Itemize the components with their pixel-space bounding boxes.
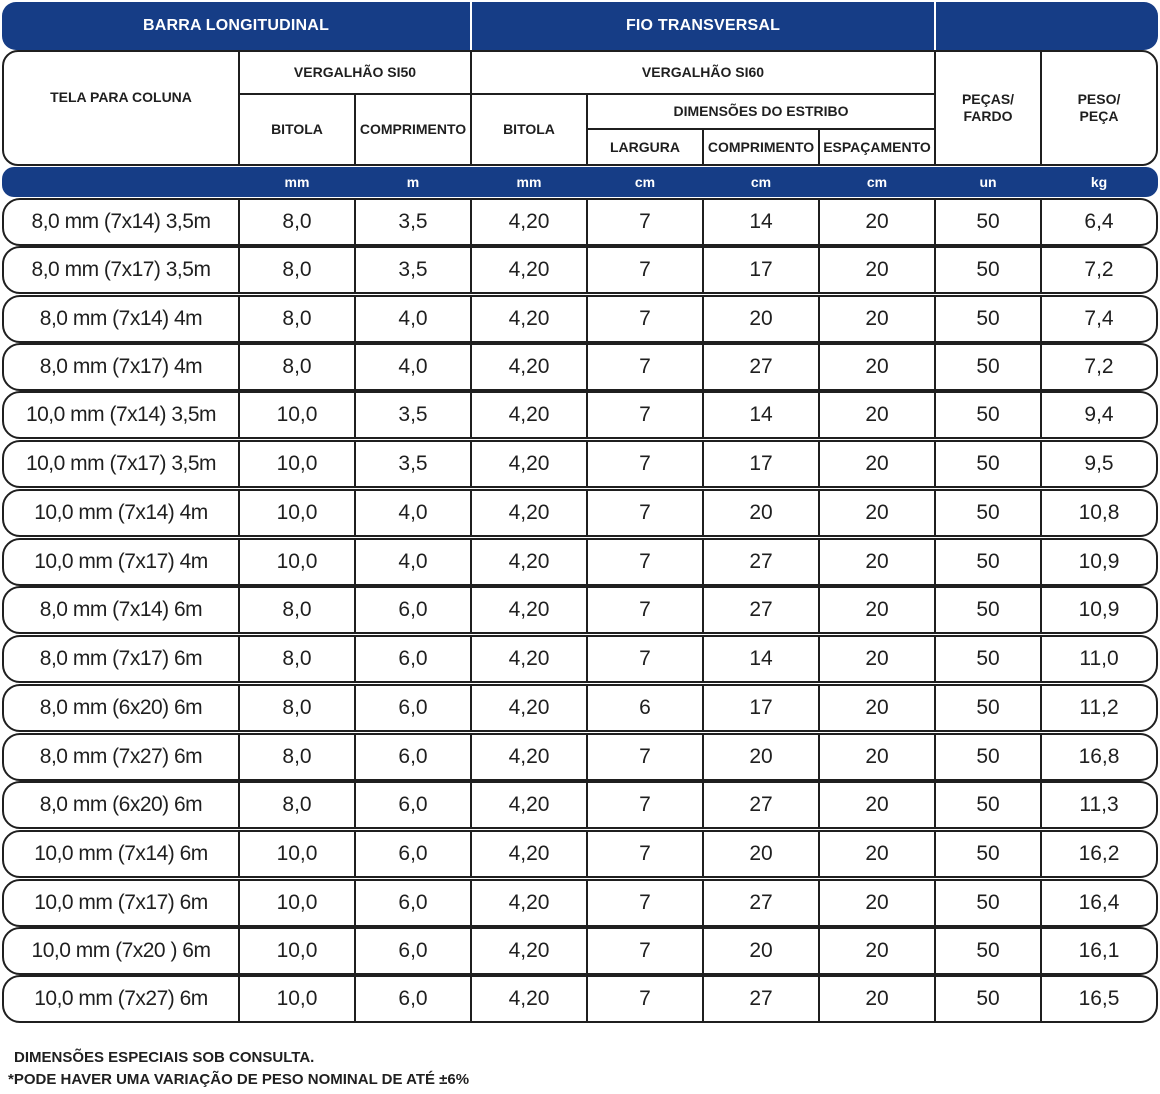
cell-pecas-fardo: 50: [976, 258, 1000, 281]
cell-comprimento-estribo: 17: [749, 696, 773, 719]
cell-bitola-si60: 4,20: [508, 452, 550, 475]
cell-peso-peca: 16,8: [1078, 745, 1120, 768]
cell-espacamento: 20: [865, 745, 889, 768]
cell-espacamento: 20: [865, 355, 889, 378]
cell-bitola-si50: 8,0: [282, 355, 312, 378]
cell-bitola-si60: 4,20: [508, 550, 550, 573]
cell-comprimento-si50: 6,0: [398, 745, 428, 768]
cell-comprimento-estribo: 14: [749, 403, 773, 426]
cell-largura: 7: [639, 355, 651, 378]
cell-comprimento-si50: 3,5: [398, 210, 428, 233]
cell-comprimento-si50: 6,0: [398, 987, 428, 1010]
cell-comprimento-si50: 6,0: [398, 939, 428, 962]
cell-tela: 10,0 mm (7x14) 6m: [34, 842, 208, 865]
cell-peso-peca: 10,9: [1078, 550, 1120, 573]
cell-largura: 6: [639, 696, 651, 719]
cell-bitola-si60: 4,20: [508, 258, 550, 281]
unit-bitola-si50: mm: [284, 174, 310, 190]
cell-tela: 8,0 mm (7x27) 6m: [39, 745, 203, 768]
cell-bitola-si60: 4,20: [508, 793, 550, 816]
cell-pecas-fardo: 50: [976, 452, 1000, 475]
cell-pecas-fardo: 50: [976, 210, 1000, 233]
cell-bitola-si50: 8,0: [282, 307, 312, 330]
unit-largura: cm: [634, 174, 656, 190]
cell-bitola-si50: 8,0: [282, 745, 312, 768]
cell-peso-peca: 11,3: [1079, 793, 1119, 816]
cell-espacamento: 20: [865, 987, 889, 1010]
cell-tela: 10,0 mm (7x14) 3,5m: [25, 403, 217, 426]
cell-bitola-si60: 4,20: [508, 842, 550, 865]
cell-comprimento-estribo: 27: [749, 355, 773, 378]
cell-bitola-si60: 4,20: [508, 647, 550, 670]
cell-bitola-si50: 10,0: [276, 501, 318, 524]
header-largura: LARGURA: [610, 138, 680, 155]
cell-pecas-fardo: 50: [976, 987, 1000, 1010]
cell-espacamento: 20: [865, 307, 889, 330]
cell-comprimento-estribo: 14: [749, 647, 773, 670]
cell-peso-peca: 7,4: [1084, 307, 1114, 330]
group-title-fio-transversal: FIO TRANSVERSAL: [625, 17, 781, 34]
cell-espacamento: 20: [865, 647, 889, 670]
cell-bitola-si60: 4,20: [508, 403, 550, 426]
cell-largura: 7: [639, 647, 651, 670]
cell-pecas-fardo: 50: [976, 939, 1000, 962]
cell-espacamento: 20: [865, 501, 889, 524]
cell-espacamento: 20: [865, 550, 889, 573]
header-espacamento: ESPAÇAMENTO: [823, 138, 931, 155]
header-pecas-fardo-line1: PEÇAS/: [961, 91, 1015, 107]
cell-bitola-si60: 4,20: [508, 939, 550, 962]
cell-comprimento-estribo: 17: [749, 258, 773, 281]
header-tela-para-coluna: TELA PARA COLUNA: [50, 88, 192, 105]
cell-bitola-si50: 8,0: [282, 696, 312, 719]
cell-largura: 7: [639, 501, 651, 524]
header-bitola-si50: BITOLA: [271, 121, 323, 137]
cell-largura: 7: [639, 987, 651, 1010]
cell-largura: 7: [639, 891, 651, 914]
unit-peso-peca: kg: [1090, 174, 1108, 190]
cell-espacamento: 20: [865, 598, 889, 621]
cell-espacamento: 20: [865, 842, 889, 865]
cell-peso-peca: 7,2: [1084, 258, 1114, 281]
cell-pecas-fardo: 50: [976, 550, 1000, 573]
cell-comprimento-estribo: 14: [749, 210, 773, 233]
cell-bitola-si60: 4,20: [508, 501, 550, 524]
cell-bitola-si60: 4,20: [508, 891, 550, 914]
header-comprimento-si50: COMPRIMENTO: [359, 121, 467, 137]
cell-comprimento-estribo: 27: [749, 598, 773, 621]
cell-largura: 7: [639, 745, 651, 768]
cell-tela: 10,0 mm (7x17) 4m: [34, 550, 208, 573]
cell-bitola-si50: 8,0: [282, 793, 312, 816]
cell-peso-peca: 11,2: [1079, 696, 1119, 719]
cell-tela: 10,0 mm (7x17) 6m: [34, 891, 208, 914]
cell-largura: 7: [639, 307, 651, 330]
cell-comprimento-estribo: 20: [749, 745, 773, 768]
cell-tela: 8,0 mm (7x17) 4m: [39, 355, 203, 378]
cell-peso-peca: 6,4: [1084, 210, 1114, 233]
cell-pecas-fardo: 50: [976, 793, 1000, 816]
cell-bitola-si50: 8,0: [282, 210, 312, 233]
cell-peso-peca: 7,2: [1084, 355, 1114, 378]
cell-comprimento-si50: 4,0: [398, 501, 428, 524]
cell-peso-peca: 16,5: [1078, 987, 1120, 1010]
cell-comprimento-estribo: 20: [749, 842, 773, 865]
cell-comprimento-estribo: 20: [749, 939, 773, 962]
cell-bitola-si60: 4,20: [508, 355, 550, 378]
cell-peso-peca: 9,5: [1084, 452, 1114, 475]
group-title-barra-longitudinal: BARRA LONGITUDINAL: [142, 17, 330, 34]
cell-bitola-si60: 4,20: [508, 307, 550, 330]
cell-bitola-si60: 4,20: [508, 210, 550, 233]
cell-pecas-fardo: 50: [976, 647, 1000, 670]
unit-pecas-fardo: un: [979, 174, 997, 190]
cell-bitola-si50: 10,0: [276, 452, 318, 475]
footer-note-1: DIMENSÕES ESPECIAIS SOB CONSULTA.: [14, 1049, 315, 1066]
cell-bitola-si50: 8,0: [282, 598, 312, 621]
cell-largura: 7: [639, 403, 651, 426]
unit-bitola-si60: mm: [516, 174, 542, 190]
cell-pecas-fardo: 50: [976, 403, 1000, 426]
cell-peso-peca: 10,8: [1078, 501, 1120, 524]
cell-largura: 7: [639, 842, 651, 865]
cell-tela: 8,0 mm (6x20) 6m: [39, 696, 203, 719]
cell-peso-peca: 10,9: [1078, 598, 1120, 621]
cell-pecas-fardo: 50: [976, 355, 1000, 378]
cell-comprimento-estribo: 27: [749, 550, 773, 573]
cell-peso-peca: 9,4: [1084, 403, 1114, 426]
cell-largura: 7: [639, 598, 651, 621]
cell-espacamento: 20: [865, 452, 889, 475]
header-peso-peca-line1: PESO/: [1077, 91, 1121, 107]
cell-comprimento-si50: 3,5: [398, 258, 428, 281]
header-peso-peca-line2: PEÇA: [1079, 108, 1119, 124]
cell-tela: 8,0 mm (7x14) 4m: [39, 307, 203, 330]
unit-comprimento-estribo: cm: [750, 174, 772, 190]
cell-comprimento-estribo: 20: [749, 307, 773, 330]
cell-comprimento-estribo: 20: [749, 501, 773, 524]
cell-tela: 10,0 mm (7x20 ) 6m: [31, 939, 211, 962]
cell-comprimento-si50: 4,0: [398, 307, 428, 330]
cell-tela: 8,0 mm (6x20) 6m: [39, 793, 203, 816]
cell-tela: 8,0 mm (7x14) 6m: [39, 598, 203, 621]
header-vergalhao-si50: VERGALHÃO SI50: [293, 64, 417, 80]
cell-bitola-si60: 4,20: [508, 696, 550, 719]
cell-tela: 8,0 mm (7x14) 3,5m: [31, 210, 211, 233]
cell-comprimento-si50: 6,0: [398, 696, 428, 719]
header-pecas-fardo: [936, 52, 1040, 164]
cell-bitola-si50: 10,0: [276, 842, 318, 865]
cell-largura: 7: [639, 258, 651, 281]
cell-largura: 7: [639, 550, 651, 573]
cell-pecas-fardo: 50: [976, 598, 1000, 621]
cell-pecas-fardo: 50: [976, 696, 1000, 719]
cell-tela: 8,0 mm (7x17) 3,5m: [31, 258, 211, 281]
cell-espacamento: 20: [865, 210, 889, 233]
cell-peso-peca: 16,4: [1078, 891, 1120, 914]
header-comprimento-estribo: COMPRIMENTO: [707, 138, 815, 155]
cell-espacamento: 20: [865, 891, 889, 914]
divider: [934, 2, 936, 50]
cell-bitola-si60: 4,20: [508, 745, 550, 768]
cell-pecas-fardo: 50: [976, 307, 1000, 330]
cell-bitola-si60: 4,20: [508, 598, 550, 621]
cell-peso-peca: 11,0: [1079, 647, 1119, 670]
cell-comprimento-si50: 6,0: [398, 842, 428, 865]
cell-tela: 8,0 mm (7x17) 6m: [39, 647, 203, 670]
cell-comprimento-estribo: 27: [749, 793, 773, 816]
header-peso-peca: [1042, 52, 1156, 164]
cell-peso-peca: 16,2: [1078, 842, 1120, 865]
cell-largura: 7: [639, 210, 651, 233]
cell-bitola-si60: 4,20: [508, 987, 550, 1010]
header-bitola-si60: BITOLA: [503, 121, 555, 137]
cell-bitola-si50: 10,0: [276, 550, 318, 573]
cell-largura: 7: [639, 452, 651, 475]
cell-tela: 10,0 mm (7x27) 6m: [34, 987, 208, 1010]
cell-pecas-fardo: 50: [976, 745, 1000, 768]
header-dimensoes-estribo: DIMENSÕES DO ESTRIBO: [673, 103, 849, 119]
cell-comprimento-si50: 3,5: [398, 403, 428, 426]
header-vergalhao-si60: VERGALHÃO SI60: [641, 64, 765, 80]
cell-bitola-si50: 10,0: [276, 891, 318, 914]
header-pecas-fardo-line2: FARDO: [963, 108, 1013, 124]
cell-comprimento-si50: 4,0: [398, 355, 428, 378]
cell-comprimento-si50: 6,0: [398, 647, 428, 670]
cell-comprimento-si50: 4,0: [398, 550, 428, 573]
cell-espacamento: 20: [865, 258, 889, 281]
cell-bitola-si50: 10,0: [276, 403, 318, 426]
cell-comprimento-si50: 6,0: [398, 891, 428, 914]
cell-comprimento-estribo: 27: [749, 891, 773, 914]
cell-espacamento: 20: [865, 403, 889, 426]
cell-bitola-si50: 8,0: [282, 647, 312, 670]
cell-comprimento-estribo: 27: [749, 987, 773, 1010]
cell-bitola-si50: 8,0: [282, 258, 312, 281]
cell-pecas-fardo: 50: [976, 842, 1000, 865]
cell-bitola-si50: 10,0: [276, 987, 318, 1010]
footer-note-2: *PODE HAVER UMA VARIAÇÃO DE PESO NOMINAL DE ATÉ ±6%: [8, 1071, 470, 1088]
cell-comprimento-si50: 6,0: [398, 793, 428, 816]
cell-comprimento-estribo: 17: [749, 452, 773, 475]
cell-espacamento: 20: [865, 793, 889, 816]
cell-comprimento-si50: 3,5: [398, 452, 428, 475]
cell-tela: 10,0 mm (7x17) 3,5m: [25, 452, 217, 475]
cell-tela: 10,0 mm (7x14) 4m: [34, 501, 208, 524]
cell-pecas-fardo: 50: [976, 891, 1000, 914]
cell-bitola-si50: 10,0: [276, 939, 318, 962]
cell-largura: 7: [639, 939, 651, 962]
unit-comprimento-si50: m: [406, 174, 420, 190]
cell-peso-peca: 16,1: [1078, 939, 1120, 962]
cell-espacamento: 20: [865, 696, 889, 719]
cell-largura: 7: [639, 793, 651, 816]
cell-espacamento: 20: [865, 939, 889, 962]
cell-pecas-fardo: 50: [976, 501, 1000, 524]
unit-espacamento: cm: [866, 174, 888, 190]
cell-comprimento-si50: 6,0: [398, 598, 428, 621]
